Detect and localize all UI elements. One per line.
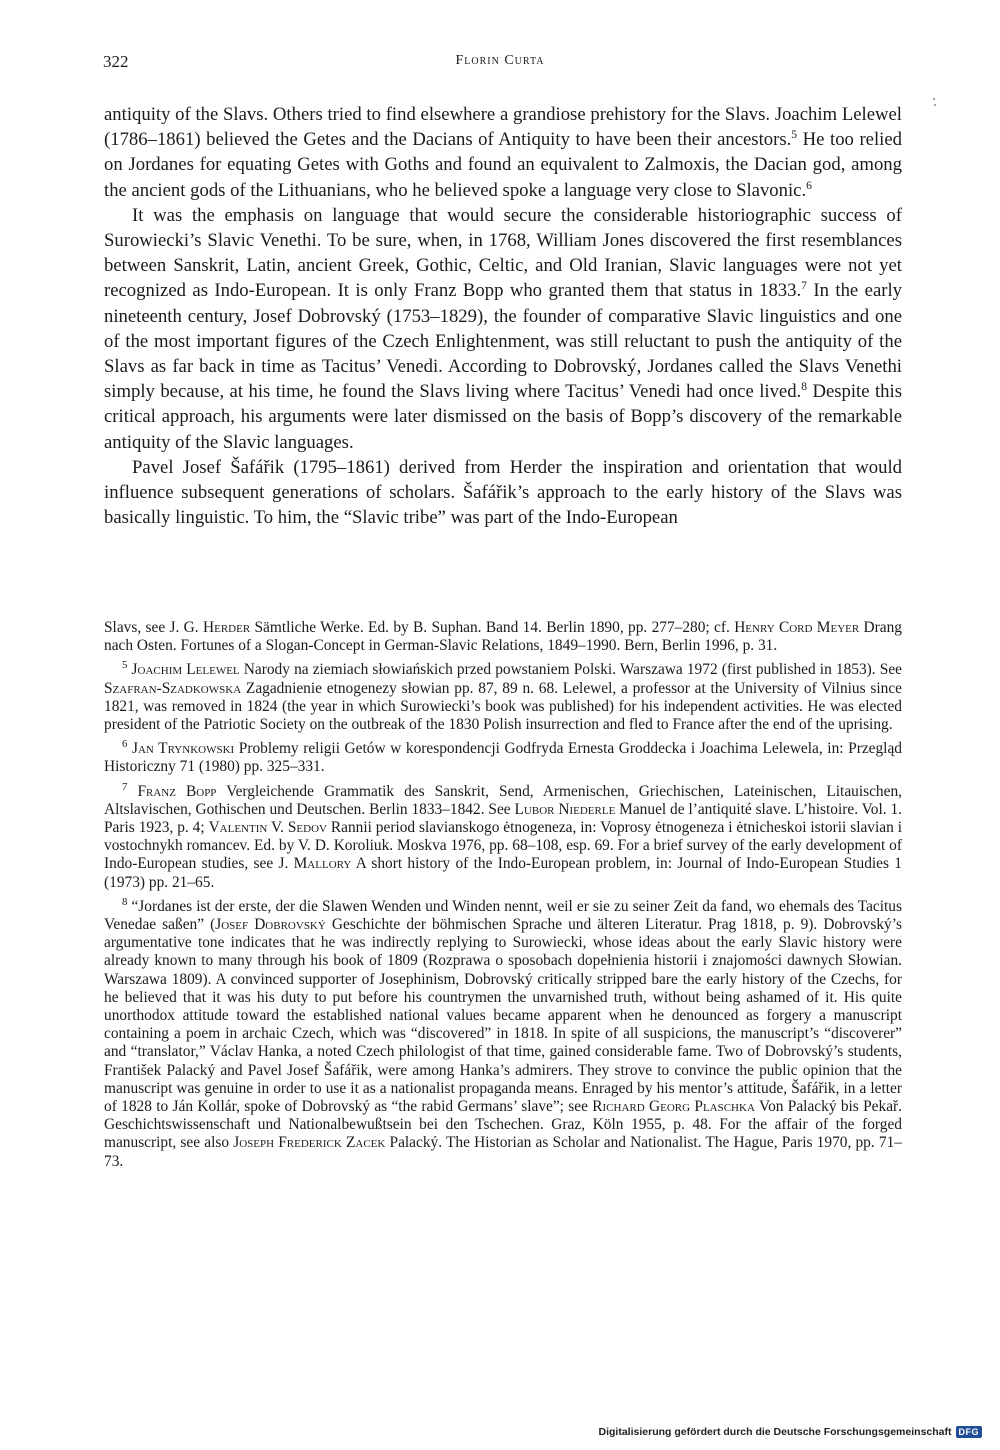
text-span: Vergleichende Grammatik des Sanskrit, Send, Armenischen, Griechischen, Lateinischen, Litauischen, Altslavischen, Gothischen und Deutschen. Berlin 1833–1842. See — [104, 782, 903, 818]
footnote-number: 7 — [122, 780, 128, 793]
text-span: He too relied on Jordanes for equating Getes with Goths and found an equivalent to Zalmoxis, the Dacian god, among the ancient gods of the Lithuanians, who he believed spoke a language very close to Slavonic. — [104, 129, 902, 201]
text-span: In the early nineteenth century, Josef Dobrovský (1753–1829), the founder of comparative Slavic linguistics and one of the most important figures of the Czech Enlightenment, was still reluctant to push the antiquity of the Slavs as far back in time as Tacitus’ Venedi. According to Dobrovský, Jordanes called the Slavs Venethi simply because, at his time, he found the Slavs living where Tacitus’ Venedi had once lived. — [104, 280, 902, 403]
text-span: antiquity of the Slavs. Others tried to find elsewhere a grandiose prehistory for the Slavs. Joachim Lelewel (1786–1861) believed the Getes and the Dacians of Antiquity to have been their ancestors. — [104, 104, 902, 151]
page-number: 322 — [103, 52, 129, 71]
footnote — [104, 661, 902, 734]
author-name: Mallory — [293, 855, 352, 873]
footnote — [104, 895, 902, 1171]
footnote-ref: 7 — [801, 279, 807, 293]
author-name: Valentin V. Sedov — [208, 819, 327, 837]
text-span: Palacký. The Historian as Scholar and Nationalist. The Hague, Paris 1970, pp. 71–73. — [104, 1134, 902, 1170]
text-span: Sämtliche Werke. Ed. by B. Suphan. Band 14. Berlin 1890, pp. 277–280; cf. — [250, 619, 735, 636]
text-span: “Jordanes ist der erste, der die Slawen Wenden und Winden nennt, weil er sie zu seiner Zeit da fand, wo ehemals des Tacitus Venedae saßen” ( — [104, 897, 902, 934]
author-name: Lubor Niederle — [514, 800, 616, 818]
text-span: Despite this critical approach, his arguments were later dismissed on the basis of Bopp’s discovery of the remarkable antiquity of the Slavic languages. — [104, 381, 902, 453]
author-name: Herder — [202, 619, 251, 636]
author-name: Josef Dobrovský — [215, 916, 326, 934]
author-name: Franz Bopp — [137, 782, 217, 800]
body-text — [104, 102, 902, 530]
footnote — [104, 780, 903, 892]
footnote-ref: 6 — [806, 178, 812, 192]
footnotes — [104, 619, 902, 1177]
footnote-number: 5 — [122, 659, 128, 672]
author-name: Henry Cord Meyer — [734, 619, 860, 636]
paragraph: Pavel Josef Šafářik (1795–1861) derived from Herder the inspiration and orientation that would influence subsequent generations of scholars. Šafářik’s approach to the early history of the Slavs was basically linguistic. To him, the “Slavic tribe” was part of the Indo-European — [104, 456, 902, 529]
credit-text: Digitalisierung gefördert durch die Deutsche Forschungsgemeinschaft — [598, 1426, 952, 1438]
text-span: Zagadnienie etnogenezy słowian pp. 87, 89 n. 68. Lelewel, a professor at the University of Vilnius since 1821, was removed in 1824 (the year in which Surowiecki’s book was published) for his independent activities. He was elected president of the Patriotic Society on the outbreak of the 1830 Polish insurrection and fled to France after the end of the uprising. — [104, 679, 902, 734]
text-span: A short history of the Indo-European problem, in: Journal of Indo-European Studies 1 (1973) pp. 21–65. — [104, 855, 902, 891]
text-span: Slavs, see J. G. — [104, 619, 203, 636]
footnote-continuation — [104, 619, 902, 655]
running-head: Florin Curta — [455, 53, 545, 68]
dfg-logo: DFG — [956, 1426, 983, 1438]
footnote-ref: 8 — [801, 380, 808, 393]
author-name: Jan Trynkowski — [131, 740, 235, 758]
author-name: Joseph Frederick Zacek — [233, 1134, 386, 1152]
scan-speck — [933, 98, 935, 100]
footnote-ref: 5 — [791, 127, 798, 141]
paragraph — [104, 203, 902, 455]
text-span: Narody na ziemiach słowiańskich przed powstaniem Polski. Warszawa 1972 (first published in 1853). See — [239, 661, 902, 679]
digitization-credit — [599, 1426, 982, 1438]
paragraph — [104, 102, 902, 203]
text-span: It was the emphasis on language that would secure the considerable historiographic success of Surowiecki’s Slavic Venethi. To be sure, when, in 1768, William Jones discovered the first resemblances between Sanskrit, Latin, ancient Greek, Gothic, Celtic, and Old Iranian, Slavic languages were not yet recognized as Indo-European. It is only Franz Bopp who granted them that status in 1833. — [104, 204, 902, 302]
author-name: Richard Georg Plaschka — [592, 1098, 755, 1116]
footnote — [104, 740, 902, 776]
footnote-number: 6 — [122, 738, 128, 751]
author-name: Joachim Lelewel — [131, 661, 240, 679]
text-span: Problemy religii Getów w korespondencji Godfryda Ernesta Groddecka i Joachima Lelewela, in: Przegląd Historiczny 71 (1980) pp. 325–331. — [104, 740, 902, 776]
scan-speck — [934, 104, 936, 106]
text-span: Rannii period slavianskogo ėtnogeneza, in: Voprosy ėtnogeneza i ėtnicheskoi istorii slavian i vostochnykh romancev. Ed. by V. D. Koroliuk. Moskva 1976, pp. 68–108, esp. 69. For a brief survey of the early development of Indo-European studies, see J. — [104, 819, 902, 873]
footnote-number: 8 — [122, 895, 128, 908]
text-span: Geschichte der böhmischen Sprache und älteren Literatur. Prag 1818, p. 9). Dobrovský’s argumentative tone indicates that he was indirectly replying to Surowiecki, whose ideas about the early Slavic history were already known to many through his book of 1809 (Rozprawa o sposobach dopełnienia historii i znajomości dawnych Słowian. Warszawa 1809). A convinced supporter of Josephinism, Dobrovský critically stripped bare the early history of the Czechs, for he believed that it was his duty to put before his countrymen the unvarnished truth, without being ashamed of it. His quite unorthodox attitude toward the established national values became apparent when he denounced as forgery a manuscript containing a poem in archaic Czech, which was “discovered” in 1818. In spite of all suspicions, the manuscript’s “discoverer” and “translator,” Václav Hanka, a noted Czech philologist of that time, gained considerable fame. Two of Dobrovský’s students, František Palacký and Pavel Josef Šafářik, were among Hanka’s admirers. They strove to convince the public opinion that the manuscript was genuine in order to use it as a nationalist propaganda means. Enraged by his mentor’s attitude, Šafářik, in a letter of 1828 to Ján Kollár, spoke of Dobrovský as “the rabid Germans’ slave”; see — [104, 916, 902, 1116]
author-name: Szafran-Szadkowska — [104, 679, 242, 697]
text-span: Von Palacký bis Pekař. Geschichtswissenschaft und Nationalbewußtsein bei den Tschechen. Graz, Köln 1955, p. 48. For the affair of the forged manuscript, see also — [104, 1098, 902, 1152]
text-span: Drang nach Osten. Fortunes of a Slogan-Concept in German-Slavic Relations, 1849–1990. Bern, Berlin 1996, p. 31. — [104, 619, 902, 655]
text-span: Manuel de l’antiquité slave. L’histoire. Vol. 1. Paris 1923, p. 4; — [104, 800, 902, 837]
